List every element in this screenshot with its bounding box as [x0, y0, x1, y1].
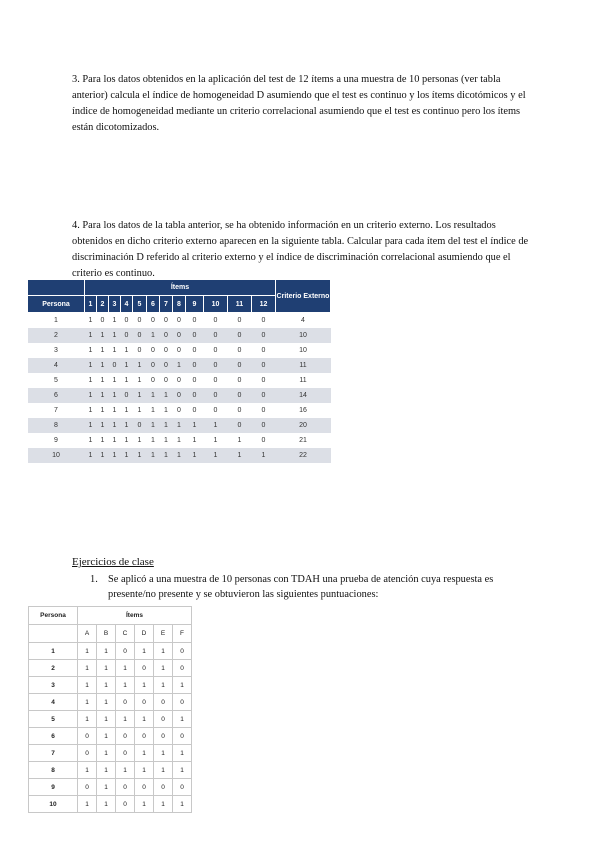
- table-row: [28, 328, 331, 343]
- item-cell: 1: [97, 373, 109, 388]
- item-cell: 1: [97, 728, 116, 745]
- item-cell: 1: [147, 448, 160, 463]
- item-cell: 0: [186, 388, 204, 403]
- item-cell: 0: [147, 373, 160, 388]
- criterion-cell: 4: [276, 313, 331, 329]
- item-cell: 0: [204, 343, 228, 358]
- item-number-header: 11: [228, 296, 252, 313]
- item-cell: 1: [97, 745, 116, 762]
- criterion-cell: 16: [276, 403, 331, 418]
- item-cell: 0: [228, 388, 252, 403]
- item-cell: 1: [97, 343, 109, 358]
- item-cell: 0: [160, 373, 173, 388]
- item-cell: 0: [228, 358, 252, 373]
- persona-cell: 7: [29, 745, 78, 762]
- item-cell: 1: [78, 694, 97, 711]
- persona-header: Persona: [29, 607, 78, 625]
- item-cell: 1: [85, 373, 97, 388]
- item-cell: 1: [85, 433, 97, 448]
- item-cell: 0: [97, 313, 109, 329]
- item-number-header: 10: [204, 296, 228, 313]
- item-cell: 1: [173, 796, 192, 813]
- table-row: [29, 762, 192, 779]
- item-cell: 0: [173, 343, 186, 358]
- table-row: [28, 358, 331, 373]
- item-cell: 1: [97, 433, 109, 448]
- item-letter-header: F: [173, 625, 192, 643]
- item-cell: 0: [116, 779, 135, 796]
- persona-cell: 2: [29, 660, 78, 677]
- item-cell: 1: [173, 762, 192, 779]
- item-cell: 0: [228, 373, 252, 388]
- item-cell: 1: [85, 448, 97, 463]
- persona-cell: 10: [28, 448, 85, 463]
- item-cell: 1: [97, 796, 116, 813]
- table-row: [28, 373, 331, 388]
- item-cell: 0: [252, 328, 276, 343]
- item-cell: 0: [78, 779, 97, 796]
- table-row: [29, 660, 192, 677]
- item-cell: 1: [147, 403, 160, 418]
- item-cell: 0: [160, 343, 173, 358]
- item-cell: 0: [135, 779, 154, 796]
- item-cell: 0: [154, 779, 173, 796]
- item-cell: 1: [121, 343, 133, 358]
- items-header: Ítems: [78, 607, 192, 625]
- item-cell: 1: [252, 448, 276, 463]
- persona-cell: 2: [28, 328, 85, 343]
- exercise-1-number: 1.: [90, 574, 98, 585]
- item-cell: 1: [154, 643, 173, 660]
- item-cell: 1: [109, 418, 121, 433]
- item-cell: 1: [121, 433, 133, 448]
- item-cell: 1: [109, 403, 121, 418]
- item-cell: 0: [186, 373, 204, 388]
- table-row: [28, 343, 331, 358]
- table-row: [29, 711, 192, 728]
- item-cell: 0: [186, 328, 204, 343]
- item-cell: 0: [116, 643, 135, 660]
- item-cell: 0: [252, 418, 276, 433]
- persona-cell: 7: [28, 403, 85, 418]
- persona-cell: 5: [29, 711, 78, 728]
- item-cell: 0: [160, 358, 173, 373]
- item-cell: 0: [154, 728, 173, 745]
- persona-cell: 1: [29, 643, 78, 660]
- item-cell: 0: [116, 728, 135, 745]
- item-cell: 0: [116, 796, 135, 813]
- item-cell: 1: [147, 418, 160, 433]
- item-cell: 1: [85, 343, 97, 358]
- item-cell: 1: [85, 403, 97, 418]
- item-letter-header: C: [116, 625, 135, 643]
- item-cell: 0: [252, 343, 276, 358]
- item-cell: 1: [109, 433, 121, 448]
- criterion-header: Criterio Externo: [276, 280, 331, 313]
- item-cell: 0: [252, 313, 276, 329]
- item-cell: 1: [173, 418, 186, 433]
- item-letter-header: A: [78, 625, 97, 643]
- item-cell: 1: [204, 448, 228, 463]
- item-cell: 1: [186, 433, 204, 448]
- item-cell: 1: [133, 403, 147, 418]
- persona-cell: 3: [29, 677, 78, 694]
- item-cell: 1: [154, 660, 173, 677]
- item-cell: 1: [85, 388, 97, 403]
- item-cell: 1: [85, 418, 97, 433]
- item-cell: 0: [135, 694, 154, 711]
- item-cell: 1: [121, 448, 133, 463]
- exercise-1: [90, 572, 530, 602]
- item-letter-header: B: [97, 625, 116, 643]
- item-cell: 0: [173, 373, 186, 388]
- item-cell: 0: [121, 328, 133, 343]
- item-cell: 1: [186, 448, 204, 463]
- item-cell: 0: [154, 711, 173, 728]
- item-number-header: 5: [133, 296, 147, 313]
- criterion-cell: 14: [276, 388, 331, 403]
- table-row: [28, 403, 331, 418]
- item-cell: 0: [133, 343, 147, 358]
- item-cell: 1: [135, 745, 154, 762]
- item-cell: 0: [204, 313, 228, 329]
- item-cell: 0: [252, 373, 276, 388]
- item-cell: 0: [173, 779, 192, 796]
- item-cell: 1: [147, 433, 160, 448]
- item-cell: 1: [109, 343, 121, 358]
- item-cell: 0: [252, 403, 276, 418]
- exercise-3-paragraph: 3. Para los datos obtenidos en la aplicación del test de 12 ítems a una muestra de 10 personas (ver tabla anterior) calcula el índice de homogeneidad D asumiendo que el test es continuo y los ítems dicotómicos y el índice de homogeneidad mediante un criterio correlacional asumiendo que el test es continuo pero los ítems están dicotomizados.: [72, 74, 526, 133]
- item-cell: 1: [154, 762, 173, 779]
- item-cell: 0: [228, 418, 252, 433]
- table-row: [29, 728, 192, 745]
- item-cell: 1: [78, 643, 97, 660]
- item-cell: 1: [97, 358, 109, 373]
- item-cell: 1: [133, 388, 147, 403]
- criterion-cell: 20: [276, 418, 331, 433]
- item-cell: 0: [252, 388, 276, 403]
- item-cell: 0: [252, 433, 276, 448]
- item-cell: 1: [204, 418, 228, 433]
- item-cell: 0: [204, 388, 228, 403]
- persona-header: Persona: [28, 296, 85, 313]
- item-cell: 0: [147, 358, 160, 373]
- item-cell: 1: [121, 358, 133, 373]
- table-row: [28, 313, 331, 329]
- item-cell: 0: [186, 358, 204, 373]
- item-cell: 1: [97, 762, 116, 779]
- item-cell: 0: [121, 313, 133, 329]
- item-number-header: 8: [173, 296, 186, 313]
- table-row: [28, 418, 331, 433]
- persona-cell: 4: [28, 358, 85, 373]
- item-cell: 0: [173, 660, 192, 677]
- item-cell: 1: [135, 677, 154, 694]
- item-cell: 1: [85, 358, 97, 373]
- item-cell: 1: [173, 358, 186, 373]
- criterion-cell: 10: [276, 328, 331, 343]
- attention-table: [28, 606, 192, 813]
- item-cell: 1: [109, 328, 121, 343]
- persona-cell: 3: [28, 343, 85, 358]
- item-cell: 1: [135, 796, 154, 813]
- item-letter-header: E: [154, 625, 173, 643]
- item-cell: 0: [252, 358, 276, 373]
- item-cell: 0: [228, 313, 252, 329]
- item-cell: 0: [160, 328, 173, 343]
- criterion-cell: 11: [276, 373, 331, 388]
- item-cell: 1: [97, 660, 116, 677]
- item-number-header: 7: [160, 296, 173, 313]
- item-cell: 0: [133, 313, 147, 329]
- item-cell: 1: [135, 643, 154, 660]
- criterion-cell: 11: [276, 358, 331, 373]
- item-cell: 1: [154, 677, 173, 694]
- item-cell: 0: [186, 313, 204, 329]
- persona-cell: 10: [29, 796, 78, 813]
- item-cell: 1: [154, 796, 173, 813]
- persona-cell: 6: [29, 728, 78, 745]
- item-cell: 1: [121, 373, 133, 388]
- item-cell: 1: [78, 796, 97, 813]
- item-cell: 1: [228, 433, 252, 448]
- item-cell: 1: [133, 448, 147, 463]
- item-number-header: 6: [147, 296, 160, 313]
- item-cell: 0: [116, 694, 135, 711]
- items-header: Ítems: [85, 280, 276, 296]
- item-number-header: 4: [121, 296, 133, 313]
- item-cell: 1: [135, 711, 154, 728]
- item-cell: 1: [116, 711, 135, 728]
- exercise-1-text: Se aplicó a una muestra de 10 personas con TDAH una prueba de atención cuya respuesta es presente/no presente y se obtuvieron las siguientes puntuaciones:: [108, 574, 494, 600]
- item-number-header: 1: [85, 296, 97, 313]
- item-cell: 1: [97, 448, 109, 463]
- item-cell: 1: [160, 388, 173, 403]
- item-cell: 1: [147, 388, 160, 403]
- persona-cell: 1: [28, 313, 85, 329]
- item-cell: 1: [116, 677, 135, 694]
- item-cell: 0: [173, 694, 192, 711]
- item-number-header: 9: [186, 296, 204, 313]
- item-cell: 1: [147, 328, 160, 343]
- persona-cell: 4: [29, 694, 78, 711]
- table-row: [29, 694, 192, 711]
- item-cell: 0: [173, 643, 192, 660]
- item-cell: 1: [135, 762, 154, 779]
- criterion-cell: 10: [276, 343, 331, 358]
- persona-cell: 8: [28, 418, 85, 433]
- item-cell: 1: [97, 643, 116, 660]
- persona-cell: 6: [28, 388, 85, 403]
- item-cell: 1: [109, 388, 121, 403]
- item-cell: 1: [78, 711, 97, 728]
- persona-cell: 9: [28, 433, 85, 448]
- table-row: [28, 433, 331, 448]
- item-cell: 0: [160, 313, 173, 329]
- table-row: [29, 779, 192, 796]
- item-cell: 1: [173, 711, 192, 728]
- item-cell: 0: [78, 728, 97, 745]
- item-cell: 0: [147, 343, 160, 358]
- item-cell: 1: [173, 677, 192, 694]
- item-cell: 1: [97, 711, 116, 728]
- item-cell: 1: [109, 313, 121, 329]
- item-cell: 1: [133, 433, 147, 448]
- table-row: [29, 796, 192, 813]
- item-cell: 0: [135, 728, 154, 745]
- item-cell: 1: [109, 448, 121, 463]
- item-cell: 0: [109, 358, 121, 373]
- item-cell: 0: [116, 745, 135, 762]
- item-cell: 1: [133, 373, 147, 388]
- table-row: [28, 388, 331, 403]
- item-cell: 1: [97, 694, 116, 711]
- item-cell: 1: [154, 745, 173, 762]
- item-cell: 1: [228, 448, 252, 463]
- item-cell: 0: [173, 403, 186, 418]
- item-number-header: 3: [109, 296, 121, 313]
- persona-cell: 9: [29, 779, 78, 796]
- criterion-table: [27, 279, 331, 463]
- item-cell: 1: [97, 388, 109, 403]
- item-cell: 0: [204, 373, 228, 388]
- item-cell: 0: [173, 313, 186, 329]
- item-cell: 0: [186, 343, 204, 358]
- item-cell: 0: [204, 328, 228, 343]
- item-cell: 0: [154, 694, 173, 711]
- item-cell: 1: [97, 677, 116, 694]
- table-row: [29, 643, 192, 660]
- item-cell: 1: [204, 433, 228, 448]
- item-cell: 1: [116, 762, 135, 779]
- item-cell: 0: [147, 313, 160, 329]
- item-cell: 1: [133, 358, 147, 373]
- item-cell: 1: [97, 328, 109, 343]
- item-cell: 1: [160, 448, 173, 463]
- item-cell: 0: [121, 388, 133, 403]
- item-cell: 1: [160, 403, 173, 418]
- item-number-header: 12: [252, 296, 276, 313]
- item-cell: 0: [133, 418, 147, 433]
- criterion-cell: 22: [276, 448, 331, 463]
- section-title: Ejercicios de clase: [72, 556, 154, 568]
- item-cell: 0: [173, 388, 186, 403]
- item-cell: 0: [173, 328, 186, 343]
- item-cell: 1: [78, 677, 97, 694]
- item-cell: 0: [186, 403, 204, 418]
- item-cell: 1: [173, 448, 186, 463]
- corner-cell: [28, 280, 85, 296]
- table-row: [28, 448, 331, 463]
- item-cell: 0: [204, 403, 228, 418]
- item-cell: 0: [135, 660, 154, 677]
- item-cell: 0: [173, 728, 192, 745]
- criterion-cell: 21: [276, 433, 331, 448]
- item-cell: 1: [78, 660, 97, 677]
- item-cell: 1: [121, 418, 133, 433]
- item-cell: 1: [85, 313, 97, 329]
- item-cell: 1: [109, 373, 121, 388]
- item-cell: 1: [173, 745, 192, 762]
- item-number-header: 2: [97, 296, 109, 313]
- item-cell: 1: [97, 403, 109, 418]
- item-cell: 1: [85, 328, 97, 343]
- table-row: [29, 677, 192, 694]
- table-row: [29, 745, 192, 762]
- item-cell: 0: [228, 328, 252, 343]
- item-cell: 1: [121, 403, 133, 418]
- persona-cell: 8: [29, 762, 78, 779]
- item-cell: 1: [116, 660, 135, 677]
- item-cell: 0: [78, 745, 97, 762]
- item-cell: 1: [173, 433, 186, 448]
- empty-cell: [29, 625, 78, 643]
- persona-cell: 5: [28, 373, 85, 388]
- item-cell: 1: [186, 418, 204, 433]
- item-cell: 1: [97, 779, 116, 796]
- item-cell: 0: [228, 403, 252, 418]
- item-cell: 0: [228, 343, 252, 358]
- item-letter-header: D: [135, 625, 154, 643]
- item-cell: 0: [204, 358, 228, 373]
- item-cell: 1: [160, 418, 173, 433]
- item-cell: 1: [78, 762, 97, 779]
- exercise-4-paragraph: 4. Para los datos de la tabla anterior, se ha obtenido información en un criterio externo. Los resultados obtenidos en dicho criterio externo aparecen en la siguiente tabla. Calcular para cada ítem del test el índice de discriminación D referido al criterio externo y el índice de discriminación correlacional asumiendo que el criterio es continuo.: [72, 220, 529, 279]
- item-cell: 0: [133, 328, 147, 343]
- item-cell: 1: [160, 433, 173, 448]
- item-cell: 1: [97, 418, 109, 433]
